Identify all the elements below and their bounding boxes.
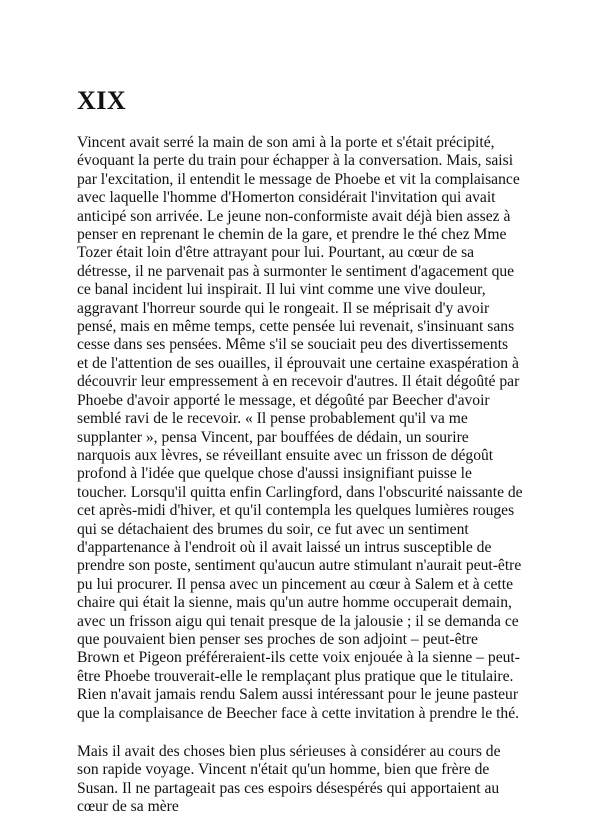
body-paragraph: Mais il avait des choses bien plus sérieuses à considérer au cours de son rapide voyage. Vincent n'était qu'un homme, bien que frère de Susan. Il ne partageait pas ces espoirs désespérés qui apportaient au cœur de sa mère (77, 743, 501, 816)
book-page (77, 86, 523, 817)
body-paragraph: Vincent avait serré la main de son ami à la porte et s'était précipité, évoquant la perte du train pour échapper à la conversation. Mais, saisi par l'excitation, il entendit le message de Phoebe et vit la complaisance avec laquelle l'homme d'Homerton considérait l'invitation qui avait anticipé son arrivée. Le jeune non-conformiste avait déjà bien assez à penser en reprenant le chemin de la gare, et prendre le thé chez Mme Tozer était loin d'être attrayant pour lui. Pourtant, au cœur de sa détresse, il ne parvenait pas à surmonter le sentiment d'agacement que ce banal incident lui inspirait. Il lui vint comme une vive douleur, aggravant l'horreur sourde qui le rongeait. Il se méprisait d'y avoir pensé, mais en même temps, cette pensée lui revenait, s'insinuant sans cesse dans ses pensées. Même s'il se souciait peu des divertissements et de l'attention de ses ouailles, il éprouvait une certaine exaspération à découvrir leur empressement à en recevoir d'autres. Il était dégoûté par Phoebe d'avoir apporté le message, et dégoûté par Beecher d'avoir semblé ravi de le recevoir. « Il pense probablement qu'il va me supplanter », pensa Vincent, par bouffées de dédain, un sourire narquois aux lèvres, se réveillant ensuite avec un frisson de dégoût profond à l'idée que quelque chose d'aussi insignifiant puisse le toucher. Lorsqu'il quitta enfin Carlingford, dans l'obscurité naissante de cet après-midi d'hiver, et qu'il contempla les quelques lumières rouges qui se détachaient des brumes du soir, ce fut avec un sentiment d'appartenance à l'endroit où il avait laissé un intrus susceptible de prendre son poste, sentiment qu'aucun autre stimulant n'aurait peut-être pu lui procurer. Il pensa avec un pincement au cœur à Salem et à cette chaire qui était la sienne, mais qu'un autre homme occuperait demain, avec un frisson aigu qui tenait presque de la jalousie ; il se demanda ce que pouvaient bien penser ses proches de son adjoint – peut-être Brown et Pigeon préféreraient-ils cette voix enjouée à la sienne – peut-être Phoebe trouverait-elle le remplaçant plus pratique que le titulaire. Rien n'avait jamais rendu Salem aussi intéressant pour le jeune pasteur que la complaisance de Beecher face à cette invitation à prendre le thé. (77, 134, 523, 722)
chapter-title: XIX (77, 86, 127, 115)
